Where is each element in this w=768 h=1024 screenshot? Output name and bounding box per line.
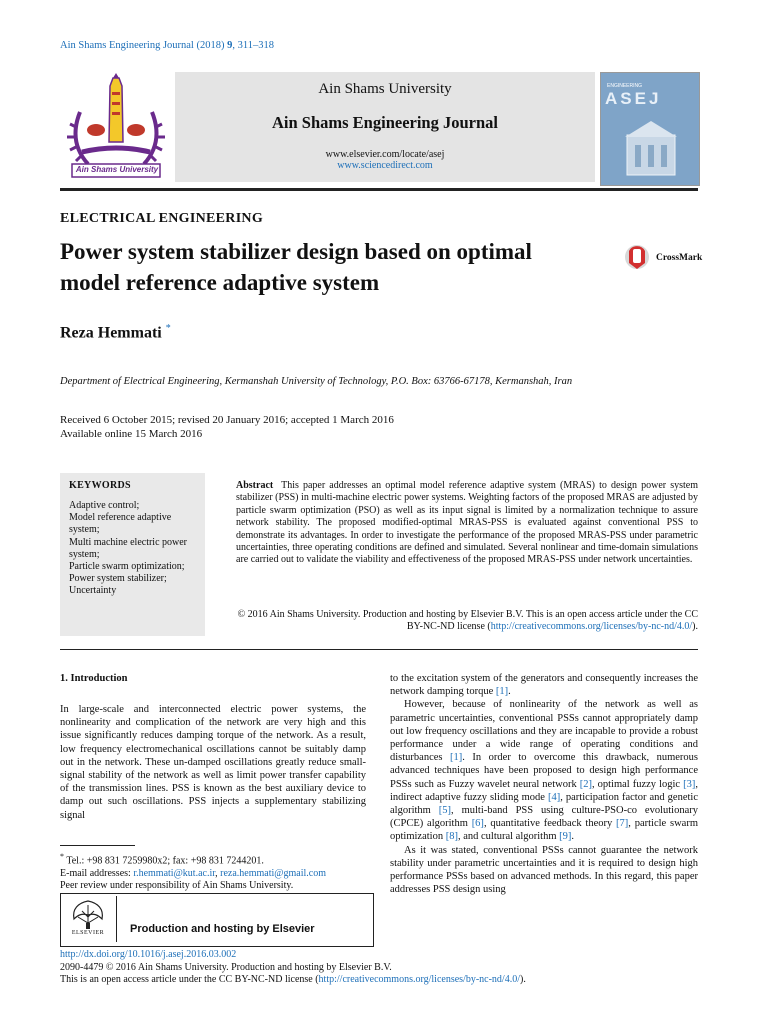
abstract-rule: [60, 649, 698, 650]
email-link[interactable]: r.hemmati@kut.ac.ir: [133, 867, 216, 879]
doi-link[interactable]: http://dx.doi.org/10.1016/j.asej.2016.03.002: [60, 949, 237, 960]
footnote-rule: [60, 845, 135, 846]
reference-link[interactable]: [9]: [559, 831, 572, 843]
paragraph-text: However, because of nonlinearity of the network as well as parametric uncertainties, conventional PSSs cannot appropriately damp out low frequency oscillations and they are incapable to provide a robust performance under a wide range of operating conditions and disturbances: [390, 699, 698, 764]
keyword-item: Uncertainty: [69, 585, 117, 597]
elsevier-logo-text: ELSEVIER: [71, 930, 105, 936]
abstract-text: This paper addresses an optimal model reference adaptive system (MRAS) to design power system stabilizer (PSS) in multi-machine electric power systems. Weighting factors of the proposed MRAS are adjusted by particle swarm optimization (PSO) as well as its input signal is limited by a normalization technique to assure network stability. The proposed modified-optimal MRAS-PSS is evaluated against conventional PSS to demonstrate its advantages. In order to investigate the performance of the proposed MRAS-PSS under parametric uncertainties, three operating conditions are defined and simulated. Several nonlinear and time-domain simulations are carried out to validate the viability and effectiveness of the proposed MRAS-PSS under network uncertainties.: [236, 480, 698, 566]
footnote-emails: [60, 868, 370, 881]
journal-name: Ain Shams Engineering Journal: [271, 113, 498, 132]
copyright-suffix: ).: [692, 621, 698, 633]
keywords-heading: KEYWORDS: [69, 480, 131, 491]
paragraph-text: , multi-band PSS using culture-PSO-co evolutionary (CPCE) algorithm: [390, 805, 698, 830]
reference-link[interactable]: [3]: [683, 778, 696, 790]
reference-link[interactable]: [7]: [616, 818, 629, 830]
university-name: Ain Shams University: [318, 81, 452, 97]
reference-link[interactable]: [5]: [438, 805, 452, 817]
elsevier-divider: [116, 896, 117, 942]
peer-review-note: Peer review under responsibility of Ain Shams University.: [60, 880, 294, 892]
copyright-text: © 2016 Ain Shams University. Production and hosting by Elsevier B.V. This is an open access article under the CC BY-NC-ND license (: [237, 609, 698, 633]
reference-link[interactable]: [1]: [450, 752, 463, 764]
footnote-mark: *: [60, 852, 64, 861]
intro-paragraph-3: [390, 698, 698, 843]
paragraph-text: , indirect adaptive fuzzy sliding mode: [390, 778, 698, 803]
keyword-item: Multi machine electric power system;: [69, 536, 188, 560]
university-logo: [60, 72, 172, 182]
reference-link[interactable]: [6]: [471, 818, 484, 830]
paragraph-text: , particle swarm optimization: [390, 818, 698, 843]
paragraph-text: . In order to overcome this drawback, numerous advanced techniques have been proposed to design high performance PSSs such as Fuzzy wavelet neural network: [390, 752, 698, 790]
intro-paragraph-2: [390, 672, 698, 698]
sciencedirect-url[interactable]: www.sciencedirect.com: [337, 160, 433, 171]
available-online: Available online 15 March 2016: [60, 428, 203, 440]
paragraph-text: , quantitative feedback theory: [483, 818, 617, 830]
article-title: [60, 236, 600, 298]
keywords-list: [69, 500, 204, 598]
footnote-tel: Tel.: +98 831 7259980x2; fax: +98 831 7244201.: [66, 855, 264, 867]
footnote-contact: [60, 851, 370, 868]
open-access-text: This is an open access article under the CC BY-NC-ND license (: [60, 974, 319, 985]
journal-citation: [60, 40, 274, 51]
journal-cover-image: [600, 72, 700, 186]
open-access-line: [60, 974, 698, 987]
intro-paragraph-1: In large-scale and interconnected electric power systems, the nonlinearity and complication of the network are very high and this issue significantly reduces damping torque of the network. As a result, low frequency electromechanical oscillations cannot be suitably damp out in the network. These un-damped oscillations greatly reduce small-signal stability of the network as well as limit power transfer capability of the transmission lines. PSS is known as the best auxiliary device to damp out such oscillations. PSS injects a supplementary stabilizing signal: [60, 704, 366, 821]
intro-paragraph-4: As it was stated, conventional PSSs cannot guarantee the network stability under parametric uncertainties and it is required to design high performance PSSs based on advanced methods. In this regard, this paper addresses PSS design using: [390, 844, 698, 896]
column-left: [60, 703, 366, 822]
received-dates: Received 6 October 2015; revised 20 January 2016; accepted 1 March 2016: [60, 414, 394, 426]
paragraph-text: .: [571, 831, 575, 843]
paragraph-text: , optimal fuzzy logic: [591, 778, 684, 790]
issn-line: 2090-4479 © 2016 Ain Shams University. Production and hosting by Elsevier B.V.: [60, 961, 392, 973]
crossmark-badge[interactable]: [624, 243, 702, 273]
email-link[interactable]: reza.hemmati@gmail.com: [220, 867, 326, 879]
paragraph-text: , participation factor and genetic algorithm: [390, 791, 698, 817]
section-label: ELECTRICAL ENGINEERING: [60, 211, 264, 226]
keyword-item: Particle swarm optimization;: [69, 561, 185, 573]
crossmark-icon: [624, 243, 650, 273]
column-right: [390, 672, 698, 896]
header-rule: [60, 188, 698, 191]
author-name: [60, 323, 171, 342]
citation-volume: 9: [227, 40, 233, 51]
title-line-1: Power system stabilizer design based on optimal: [60, 239, 532, 264]
introduction-heading: 1. Introduction: [60, 673, 128, 684]
license-link[interactable]: http://creativecommons.org/licenses/by-nc-nd/4.0/: [490, 621, 693, 633]
paragraph-text: .: [508, 686, 511, 698]
elsevier-logo: [64, 897, 112, 938]
paragraph-text: , and cultural algorithm: [457, 831, 560, 843]
keyword-item: Model reference adaptive system;: [69, 512, 172, 536]
cover-small-text: ENGINEERING: [607, 83, 643, 89]
citation-journal: Ain Shams Engineering Journal (2018): [60, 40, 225, 51]
open-access-suffix: ).: [519, 974, 526, 985]
license-link[interactable]: http://creativecommons.org/licenses/by-nc-nd/4.0/: [318, 974, 520, 985]
keyword-item: Power system stabilizer;: [69, 573, 167, 585]
reference-link[interactable]: [1]: [495, 686, 509, 698]
title-line-2: model reference adaptive system: [60, 270, 380, 295]
citation-pages: , 311–318: [232, 40, 274, 51]
page-footer: [60, 949, 698, 987]
elsevier-label: Production and hosting by Elsevier: [130, 923, 315, 935]
email-separator: ,: [215, 867, 221, 879]
paragraph-text: to the excitation system of the generators and consequently increases the network damping torque: [390, 673, 698, 698]
abstract-label: Abstract: [236, 480, 274, 491]
abstract: [236, 480, 698, 567]
crossmark-label: CrossMark: [656, 253, 703, 263]
elsevier-url[interactable]: www.elsevier.com/locate/asej: [325, 149, 445, 160]
author-footnote-mark[interactable]: *: [165, 323, 171, 334]
reference-link[interactable]: [4]: [548, 791, 561, 803]
abstract-copyright: [236, 609, 698, 634]
email-label: E-mail addresses:: [60, 867, 134, 879]
affiliation: Department of Electrical Engineering, Kermanshah University of Technology, P.O. Box: 63766-67178, Kermanshah, Iran: [60, 376, 573, 387]
logo-caption: Ain Shams University: [75, 165, 159, 174]
cover-title: ASEJ: [605, 89, 662, 108]
article-dates: [60, 413, 394, 441]
reference-link[interactable]: [8]: [445, 831, 458, 843]
reference-link[interactable]: [2]: [579, 778, 592, 790]
keyword-item: Adaptive control;: [69, 500, 140, 511]
footnotes: [60, 851, 370, 893]
author-text: Reza Hemmati: [60, 324, 162, 342]
